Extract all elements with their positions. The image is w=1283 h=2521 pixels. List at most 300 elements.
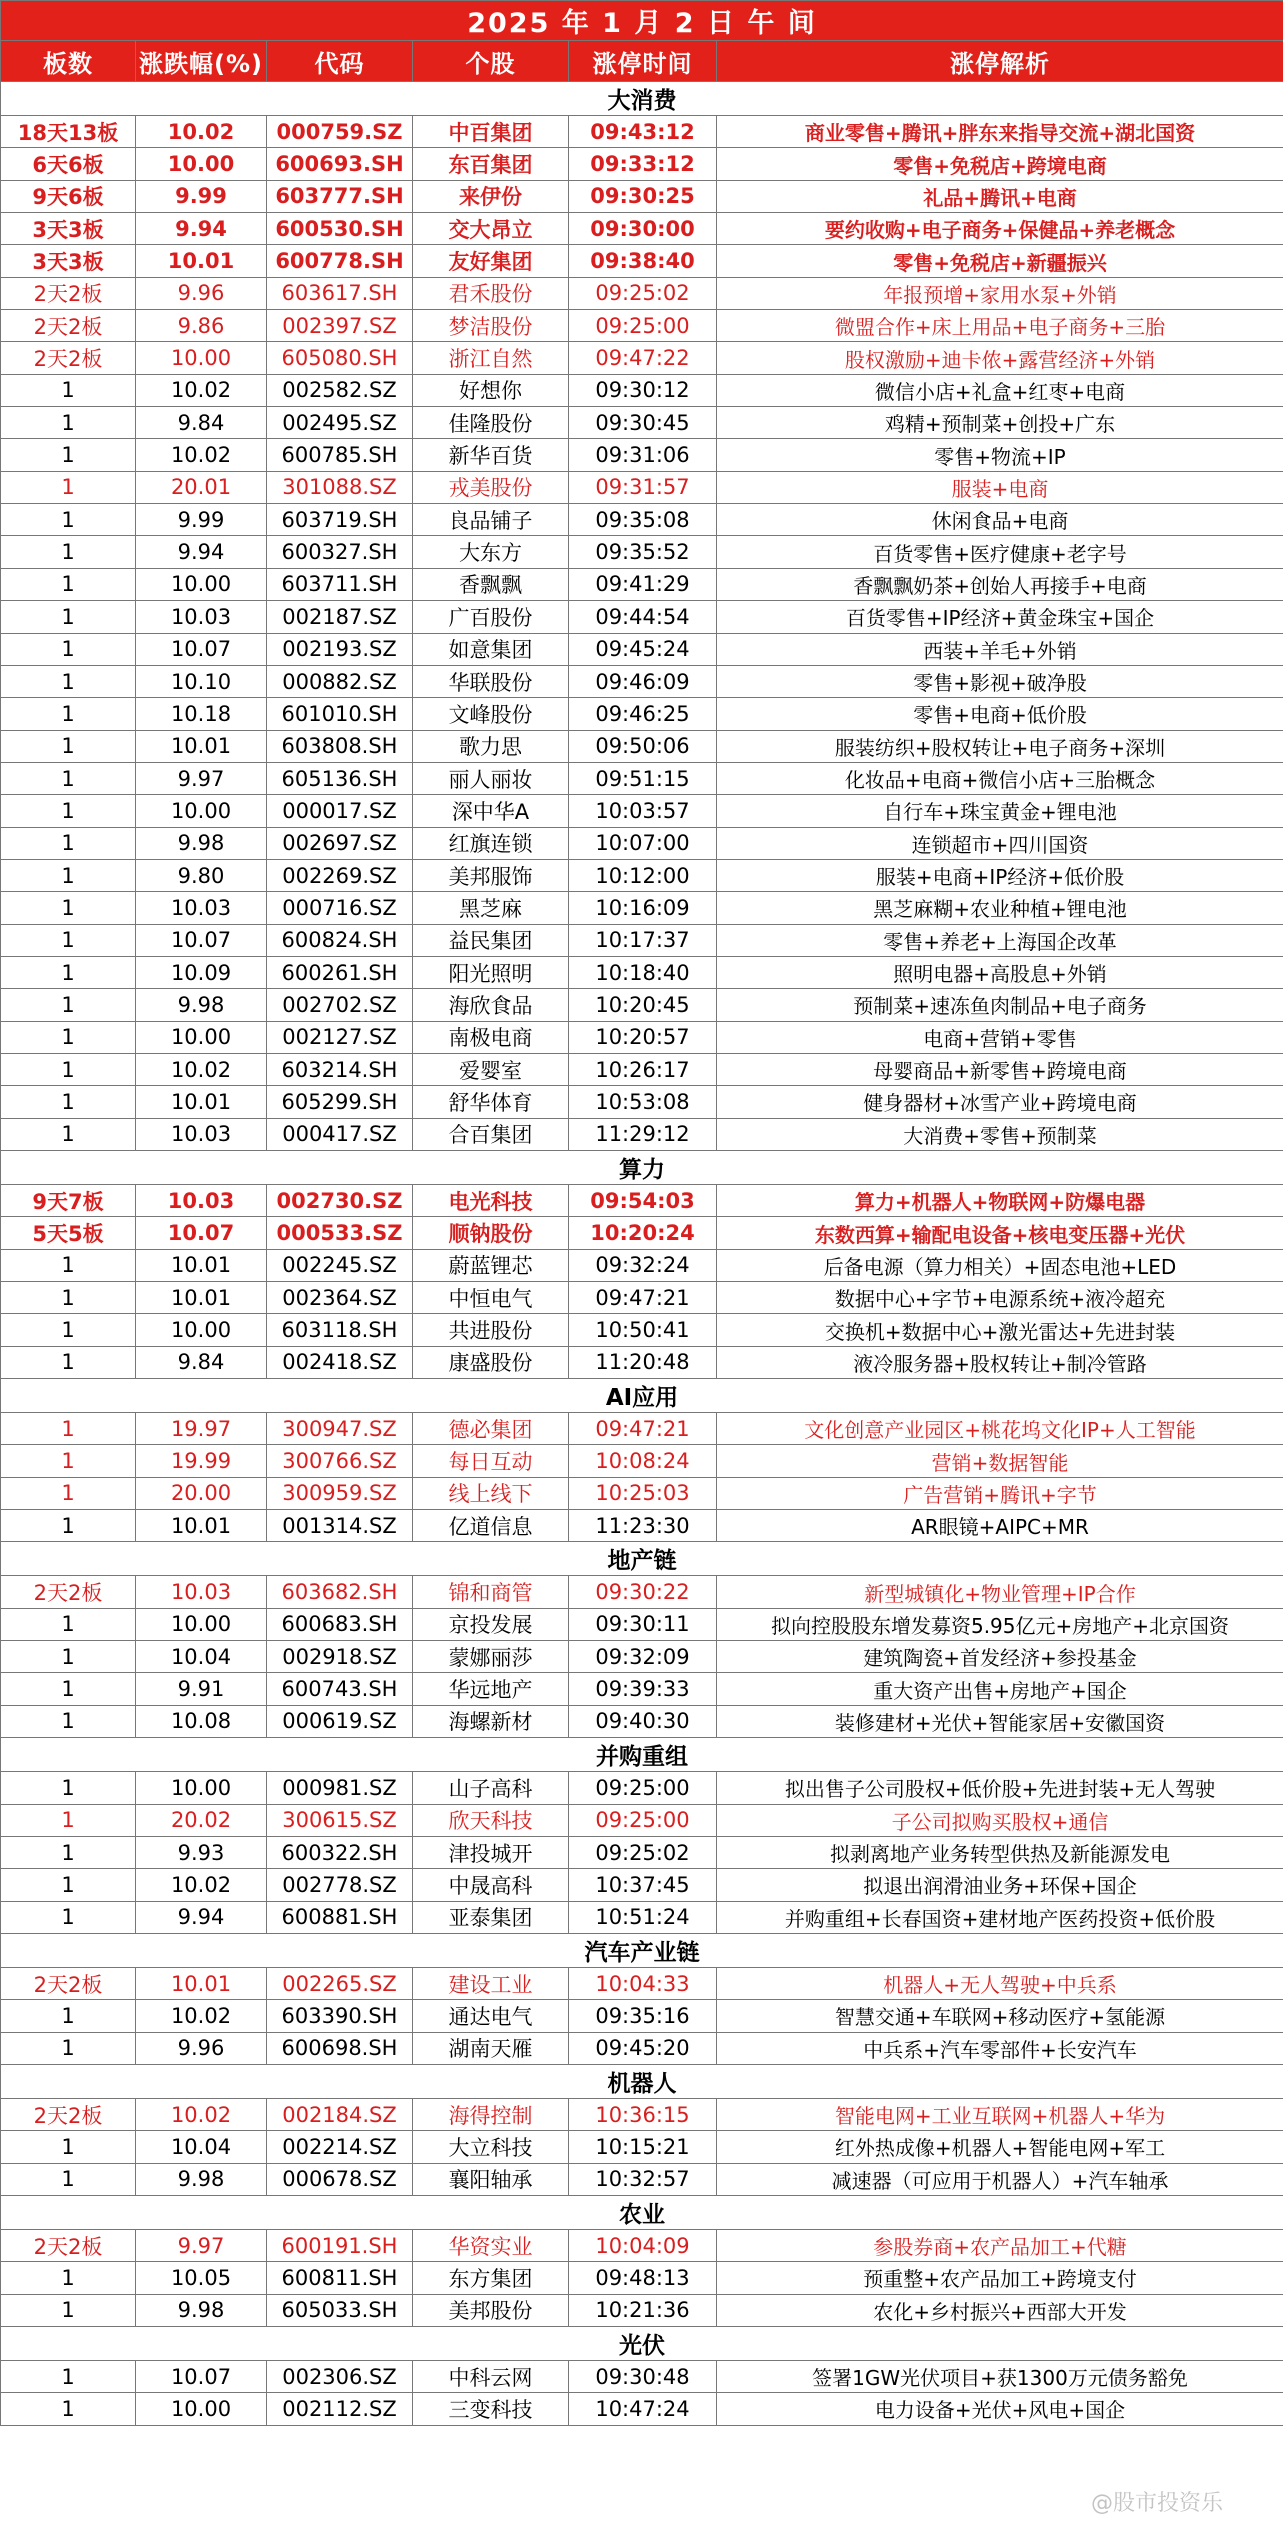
cell-code: 600743.SH <box>267 1673 413 1705</box>
table-row <box>1 1314 1283 1346</box>
cell-board: 1 <box>1 762 136 794</box>
cell-stock: 浙江自然 <box>413 342 569 374</box>
cell-code: 002112.SZ <box>267 2393 413 2425</box>
table-row <box>1 2098 1283 2130</box>
cell-pct: 10.04 <box>136 1641 267 1673</box>
cell-board: 1 <box>1 1282 136 1314</box>
cell-code: 002582.SZ <box>267 374 413 406</box>
header-stock: 个股 <box>413 41 569 82</box>
cell-reason: 机器人+无人驾驶+中兵系 <box>717 1967 1283 1999</box>
cell-reason: 并购重组+长春国资+建材地产医药投资+低价股 <box>717 1901 1283 1933</box>
cell-stock: 共进股份 <box>413 1314 569 1346</box>
cell-board: 1 <box>1 568 136 600</box>
cell-reason: 西装+羊毛+外销 <box>717 633 1283 665</box>
header-time: 涨停时间 <box>569 41 717 82</box>
cell-code: 603118.SH <box>267 1314 413 1346</box>
cell-reason: 休闲食品+电商 <box>717 504 1283 536</box>
cell-reason: 拟剥离地产业务转型供热及新能源发电 <box>717 1836 1283 1868</box>
cell-time: 09:30:45 <box>569 407 717 439</box>
cell-reason: 零售+影视+破净股 <box>717 665 1283 697</box>
cell-code: 600261.SH <box>267 956 413 988</box>
cell-stock: 东方集团 <box>413 2262 569 2294</box>
cell-pct: 19.97 <box>136 1413 267 1445</box>
cell-pct: 10.03 <box>136 1185 267 1217</box>
cell-stock: 亚泰集团 <box>413 1901 569 1933</box>
cell-stock: 广百股份 <box>413 601 569 633</box>
cell-pct: 20.01 <box>136 471 267 503</box>
cell-stock: 友好集团 <box>413 245 569 277</box>
cell-reason: 零售+电商+低价股 <box>717 698 1283 730</box>
cell-time: 10:51:24 <box>569 1901 717 1933</box>
cell-time: 09:47:21 <box>569 1282 717 1314</box>
section-title: 农业 <box>1 2195 1283 2229</box>
cell-pct: 10.10 <box>136 665 267 697</box>
cell-pct: 10.00 <box>136 1314 267 1346</box>
cell-board: 1 <box>1 2262 136 2294</box>
cell-code: 002730.SZ <box>267 1185 413 1217</box>
cell-stock: 合百集团 <box>413 1118 569 1150</box>
cell-code: 000678.SZ <box>267 2163 413 2195</box>
cell-time: 10:03:57 <box>569 795 717 827</box>
cell-reason: 智慧交通+车联网+移动医疗+氢能源 <box>717 2000 1283 2032</box>
cell-time: 11:20:48 <box>569 1346 717 1378</box>
cell-board: 1 <box>1 1641 136 1673</box>
cell-reason: 连锁超市+四川国资 <box>717 827 1283 859</box>
cell-time: 10:17:37 <box>569 924 717 956</box>
cell-pct: 9.84 <box>136 407 267 439</box>
cell-stock: 中恒电气 <box>413 1282 569 1314</box>
cell-pct: 9.98 <box>136 2294 267 2326</box>
cell-board: 1 <box>1 1673 136 1705</box>
cell-board: 1 <box>1 892 136 924</box>
title-row <box>1 1 1283 41</box>
cell-board: 2天2板 <box>1 1967 136 1999</box>
cell-stock: 香飘飘 <box>413 568 569 600</box>
cell-code: 000417.SZ <box>267 1118 413 1150</box>
table-row <box>1 407 1283 439</box>
cell-code: 000882.SZ <box>267 665 413 697</box>
cell-stock: 襄阳轴承 <box>413 2163 569 2195</box>
cell-time: 10:53:08 <box>569 1086 717 1118</box>
cell-stock: 山子高科 <box>413 1772 569 1804</box>
cell-time: 09:25:00 <box>569 1772 717 1804</box>
cell-board: 1 <box>1 2000 136 2032</box>
cell-reason: 服装+电商+IP经济+低价股 <box>717 859 1283 891</box>
cell-time: 09:31:57 <box>569 471 717 503</box>
table-row <box>1 1705 1283 1737</box>
cell-time: 10:47:24 <box>569 2393 717 2425</box>
header-reason: 涨停解析 <box>717 41 1283 82</box>
table-row <box>1 1021 1283 1053</box>
cell-reason: 照明电器+高股息+外销 <box>717 956 1283 988</box>
table-row <box>1 1967 1283 1999</box>
cell-pct: 10.01 <box>136 730 267 762</box>
cell-code: 002265.SZ <box>267 1967 413 1999</box>
cell-reason: 拟向控股股东增发募资5.95亿元+房地产+北京国资 <box>717 1608 1283 1640</box>
section-title: 汽车产业链 <box>1 1933 1283 1967</box>
cell-pct: 10.01 <box>136 1086 267 1118</box>
cell-reason: 母婴商品+新零售+跨境电商 <box>717 1053 1283 1085</box>
cell-time: 09:30:22 <box>569 1576 717 1608</box>
cell-stock: 华远地产 <box>413 1673 569 1705</box>
cell-code: 000759.SZ <box>267 116 413 148</box>
cell-code: 301088.SZ <box>267 471 413 503</box>
cell-code: 600778.SH <box>267 245 413 277</box>
table-row <box>1 277 1283 309</box>
cell-time: 09:32:24 <box>569 1249 717 1281</box>
cell-time: 09:48:13 <box>569 2262 717 2294</box>
table-row <box>1 1249 1283 1281</box>
cell-code: 002418.SZ <box>267 1346 413 1378</box>
cell-code: 300959.SZ <box>267 1477 413 1509</box>
cell-code: 002184.SZ <box>267 2098 413 2130</box>
table-row <box>1 795 1283 827</box>
cell-pct: 9.97 <box>136 2229 267 2261</box>
cell-stock: 蔚蓝锂芯 <box>413 1249 569 1281</box>
header-pct: 涨跌幅(%) <box>136 41 267 82</box>
cell-stock: 南极电商 <box>413 1021 569 1053</box>
table-row <box>1 2229 1283 2261</box>
cell-time: 10:20:57 <box>569 1021 717 1053</box>
cell-time: 09:35:16 <box>569 2000 717 2032</box>
cell-stock: 锦和商管 <box>413 1576 569 1608</box>
cell-stock: 湖南天雁 <box>413 2032 569 2064</box>
cell-reason: 化妆品+电商+微信小店+三胎概念 <box>717 762 1283 794</box>
cell-stock: 京投发展 <box>413 1608 569 1640</box>
cell-reason: 拟退出润滑油业务+环保+国企 <box>717 1869 1283 1901</box>
cell-stock: 亿道信息 <box>413 1510 569 1542</box>
cell-pct: 10.00 <box>136 342 267 374</box>
table-row <box>1 2131 1283 2163</box>
table-row <box>1 1053 1283 1085</box>
cell-pct: 9.97 <box>136 762 267 794</box>
cell-pct: 10.00 <box>136 1772 267 1804</box>
cell-reason: 东数西算+输配电设备+核电变压器+光伏 <box>717 1217 1283 1249</box>
cell-board: 2天2板 <box>1 342 136 374</box>
section-title: 大消费 <box>1 82 1283 116</box>
table-row <box>1 1901 1283 1933</box>
table-row <box>1 924 1283 956</box>
cell-reason: 百货零售+医疗健康+老字号 <box>717 536 1283 568</box>
cell-board: 5天5板 <box>1 1217 136 1249</box>
cell-code: 000619.SZ <box>267 1705 413 1737</box>
cell-code: 600824.SH <box>267 924 413 956</box>
cell-reason: 新型城镇化+物业管理+IP合作 <box>717 1576 1283 1608</box>
cell-code: 002697.SZ <box>267 827 413 859</box>
cell-time: 09:46:25 <box>569 698 717 730</box>
cell-reason: 农化+乡村振兴+西部大开发 <box>717 2294 1283 2326</box>
cell-time: 09:35:52 <box>569 536 717 568</box>
cell-pct: 10.01 <box>136 245 267 277</box>
table-row <box>1 148 1283 180</box>
table-row <box>1 2163 1283 2195</box>
cell-reason: 装修建材+光伏+智能家居+安徽国资 <box>717 1705 1283 1737</box>
table-row <box>1 956 1283 988</box>
cell-pct: 10.07 <box>136 1217 267 1249</box>
table-row <box>1 2393 1283 2425</box>
cell-code: 300615.SZ <box>267 1804 413 1836</box>
cell-board: 1 <box>1 601 136 633</box>
cell-stock: 佳隆股份 <box>413 407 569 439</box>
cell-code: 603719.SH <box>267 504 413 536</box>
cell-pct: 9.96 <box>136 2032 267 2064</box>
cell-board: 1 <box>1 439 136 471</box>
cell-pct: 10.03 <box>136 892 267 924</box>
cell-time: 09:50:06 <box>569 730 717 762</box>
cell-reason: 年报预增+家用水泵+外销 <box>717 277 1283 309</box>
cell-reason: 交换机+数据中心+激光雷达+先进封装 <box>717 1314 1283 1346</box>
table-row <box>1 1217 1283 1249</box>
table-row <box>1 1576 1283 1608</box>
cell-reason: 微盟合作+床上用品+电子商务+三胎 <box>717 310 1283 342</box>
cell-board: 1 <box>1 1477 136 1509</box>
cell-pct: 10.07 <box>136 633 267 665</box>
table-row <box>1 633 1283 665</box>
cell-time: 10:20:45 <box>569 989 717 1021</box>
cell-reason: 电商+营销+零售 <box>717 1021 1283 1053</box>
cell-reason: 液冷服务器+股权转让+制冷管路 <box>717 1346 1283 1378</box>
table-row <box>1 471 1283 503</box>
cell-time: 10:20:24 <box>569 1217 717 1249</box>
cell-code: 605080.SH <box>267 342 413 374</box>
cell-time: 09:43:12 <box>569 116 717 148</box>
cell-board: 2天2板 <box>1 2229 136 2261</box>
cell-stock: 中科云网 <box>413 2360 569 2392</box>
cell-time: 09:46:09 <box>569 665 717 697</box>
cell-board: 1 <box>1 1705 136 1737</box>
cell-pct: 9.99 <box>136 180 267 212</box>
cell-code: 603617.SH <box>267 277 413 309</box>
cell-time: 09:25:02 <box>569 1836 717 1868</box>
cell-board: 1 <box>1 407 136 439</box>
section-row <box>1 1379 1283 1413</box>
section-row <box>1 2064 1283 2098</box>
cell-board: 1 <box>1 1804 136 1836</box>
cell-time: 10:26:17 <box>569 1053 717 1085</box>
cell-board: 1 <box>1 730 136 762</box>
cell-code: 000017.SZ <box>267 795 413 827</box>
cell-reason: 预制菜+速冻鱼肉制品+电子商务 <box>717 989 1283 1021</box>
cell-code: 002306.SZ <box>267 2360 413 2392</box>
cell-time: 09:32:09 <box>569 1641 717 1673</box>
table-row <box>1 1772 1283 1804</box>
cell-board: 1 <box>1 471 136 503</box>
cell-pct: 9.98 <box>136 989 267 1021</box>
cell-stock: 华资实业 <box>413 2229 569 2261</box>
cell-code: 605299.SH <box>267 1086 413 1118</box>
table-row <box>1 213 1283 245</box>
cell-time: 09:25:00 <box>569 1804 717 1836</box>
cell-stock: 每日互动 <box>413 1445 569 1477</box>
cell-pct: 10.02 <box>136 2098 267 2130</box>
cell-time: 10:50:41 <box>569 1314 717 1346</box>
cell-code: 600327.SH <box>267 536 413 568</box>
cell-board: 1 <box>1 1445 136 1477</box>
cell-pct: 9.86 <box>136 310 267 342</box>
cell-board: 9天7板 <box>1 1185 136 1217</box>
cell-code: 600811.SH <box>267 2262 413 2294</box>
cell-code: 002702.SZ <box>267 989 413 1021</box>
cell-reason: 拟出售子公司股权+低价股+先进封装+无人驾驶 <box>717 1772 1283 1804</box>
cell-pct: 10.00 <box>136 1608 267 1640</box>
cell-board: 1 <box>1 698 136 730</box>
table-row <box>1 762 1283 794</box>
cell-stock: 深中华A <box>413 795 569 827</box>
cell-board: 3天3板 <box>1 245 136 277</box>
cell-code: 002364.SZ <box>267 1282 413 1314</box>
table-row <box>1 1641 1283 1673</box>
table-row <box>1 374 1283 406</box>
table-row <box>1 1869 1283 1901</box>
table-row <box>1 2262 1283 2294</box>
cell-stock: 海得控制 <box>413 2098 569 2130</box>
cell-pct: 10.07 <box>136 2360 267 2392</box>
cell-board: 2天2板 <box>1 1576 136 1608</box>
cell-stock: 三变科技 <box>413 2393 569 2425</box>
cell-time: 09:30:12 <box>569 374 717 406</box>
cell-time: 10:08:24 <box>569 1445 717 1477</box>
cell-reason: 红外热成像+机器人+智能电网+军工 <box>717 2131 1283 2163</box>
cell-time: 09:30:25 <box>569 180 717 212</box>
cell-pct: 20.00 <box>136 1477 267 1509</box>
cell-reason: 礼品+腾讯+电商 <box>717 180 1283 212</box>
cell-stock: 海螺新材 <box>413 1705 569 1737</box>
cell-reason: 签署1GW光伏项目+获1300万元债务豁免 <box>717 2360 1283 2392</box>
cell-pct: 10.00 <box>136 2393 267 2425</box>
cell-board: 1 <box>1 374 136 406</box>
cell-stock: 津投城开 <box>413 1836 569 1868</box>
cell-board: 1 <box>1 2131 136 2163</box>
cell-pct: 9.94 <box>136 213 267 245</box>
cell-board: 1 <box>1 2163 136 2195</box>
cell-reason: 广告营销+腾讯+字节 <box>717 1477 1283 1509</box>
cell-pct: 10.00 <box>136 795 267 827</box>
cell-code: 000716.SZ <box>267 892 413 924</box>
section-title: 并购重组 <box>1 1738 1283 1772</box>
cell-reason: 智能电网+工业互联网+机器人+华为 <box>717 2098 1283 2130</box>
cell-reason: 中兵系+汽车零部件+长安汽车 <box>717 2032 1283 2064</box>
cell-reason: 数据中心+字节+电源系统+液冷超充 <box>717 1282 1283 1314</box>
cell-board: 1 <box>1 633 136 665</box>
cell-time: 09:40:30 <box>569 1705 717 1737</box>
cell-code: 300947.SZ <box>267 1413 413 1445</box>
cell-board: 1 <box>1 1413 136 1445</box>
cell-code: 600785.SH <box>267 439 413 471</box>
cell-stock: 建设工业 <box>413 1967 569 1999</box>
cell-stock: 顺钠股份 <box>413 1217 569 1249</box>
table-row <box>1 989 1283 1021</box>
cell-code: 603808.SH <box>267 730 413 762</box>
cell-board: 1 <box>1 924 136 956</box>
cell-board: 1 <box>1 1772 136 1804</box>
cell-reason: 大消费+零售+预制菜 <box>717 1118 1283 1150</box>
cell-time: 10:07:00 <box>569 827 717 859</box>
cell-pct: 19.99 <box>136 1445 267 1477</box>
table-row <box>1 1836 1283 1868</box>
cell-pct: 9.94 <box>136 536 267 568</box>
table-row <box>1 601 1283 633</box>
cell-reason: 百货零售+IP经济+黄金珠宝+国企 <box>717 601 1283 633</box>
section-title: 算力 <box>1 1151 1283 1185</box>
cell-code: 002778.SZ <box>267 1869 413 1901</box>
cell-stock: 红旗连锁 <box>413 827 569 859</box>
cell-reason: 商业零售+腾讯+胖东来指导交流+湖北国资 <box>717 116 1283 148</box>
cell-time: 09:47:22 <box>569 342 717 374</box>
table-row <box>1 1477 1283 1509</box>
table-row <box>1 1086 1283 1118</box>
cell-board: 18天13板 <box>1 116 136 148</box>
cell-time: 10:21:36 <box>569 2294 717 2326</box>
cell-reason: 建筑陶瓷+首发经济+参投基金 <box>717 1641 1283 1673</box>
cell-code: 001314.SZ <box>267 1510 413 1542</box>
table-row <box>1 439 1283 471</box>
cell-stock: 德必集团 <box>413 1413 569 1445</box>
cell-board: 1 <box>1 1510 136 1542</box>
cell-stock: 中晟高科 <box>413 1869 569 1901</box>
cell-stock: 美邦服饰 <box>413 859 569 891</box>
table-row <box>1 827 1283 859</box>
cell-reason: 香飘飘奶茶+创始人再接手+电商 <box>717 568 1283 600</box>
cell-code: 000533.SZ <box>267 1217 413 1249</box>
cell-stock: 电光科技 <box>413 1185 569 1217</box>
cell-time: 09:47:21 <box>569 1413 717 1445</box>
cell-reason: AR眼镜+AIPC+MR <box>717 1510 1283 1542</box>
table-row <box>1 730 1283 762</box>
cell-pct: 10.01 <box>136 1967 267 1999</box>
cell-board: 3天3板 <box>1 213 136 245</box>
table-row <box>1 2360 1283 2392</box>
cell-pct: 10.03 <box>136 601 267 633</box>
cell-code: 002397.SZ <box>267 310 413 342</box>
table-row <box>1 698 1283 730</box>
cell-time: 09:31:06 <box>569 439 717 471</box>
cell-code: 600322.SH <box>267 1836 413 1868</box>
cell-time: 09:25:00 <box>569 310 717 342</box>
cell-time: 11:29:12 <box>569 1118 717 1150</box>
table-row <box>1 245 1283 277</box>
table-row <box>1 892 1283 924</box>
table-row <box>1 2000 1283 2032</box>
cell-code: 601010.SH <box>267 698 413 730</box>
cell-reason: 服装纺织+股权转让+电子商务+深圳 <box>717 730 1283 762</box>
header-board: 板数 <box>1 41 136 82</box>
section-row <box>1 1933 1283 1967</box>
cell-reason: 零售+免税店+跨境电商 <box>717 148 1283 180</box>
cell-stock: 新华百货 <box>413 439 569 471</box>
cell-pct: 10.18 <box>136 698 267 730</box>
cell-board: 2天2板 <box>1 2098 136 2130</box>
table-row <box>1 2294 1283 2326</box>
cell-board: 1 <box>1 1901 136 1933</box>
table-row <box>1 859 1283 891</box>
cell-board: 1 <box>1 665 136 697</box>
cell-reason: 减速器（可应用于机器人）+汽车轴承 <box>717 2163 1283 2195</box>
cell-stock: 歌力思 <box>413 730 569 762</box>
cell-pct: 10.02 <box>136 1869 267 1901</box>
cell-time: 10:15:21 <box>569 2131 717 2163</box>
cell-time: 09:30:00 <box>569 213 717 245</box>
cell-stock: 海欣食品 <box>413 989 569 1021</box>
table-row <box>1 1346 1283 1378</box>
cell-reason: 营销+数据智能 <box>717 1445 1283 1477</box>
cell-time: 09:39:33 <box>569 1673 717 1705</box>
table-row <box>1 2032 1283 2064</box>
table-row <box>1 116 1283 148</box>
watermark: @股市投资乐 <box>1090 2491 1223 2516</box>
cell-code: 002495.SZ <box>267 407 413 439</box>
cell-time: 09:45:24 <box>569 633 717 665</box>
cell-stock: 好想你 <box>413 374 569 406</box>
